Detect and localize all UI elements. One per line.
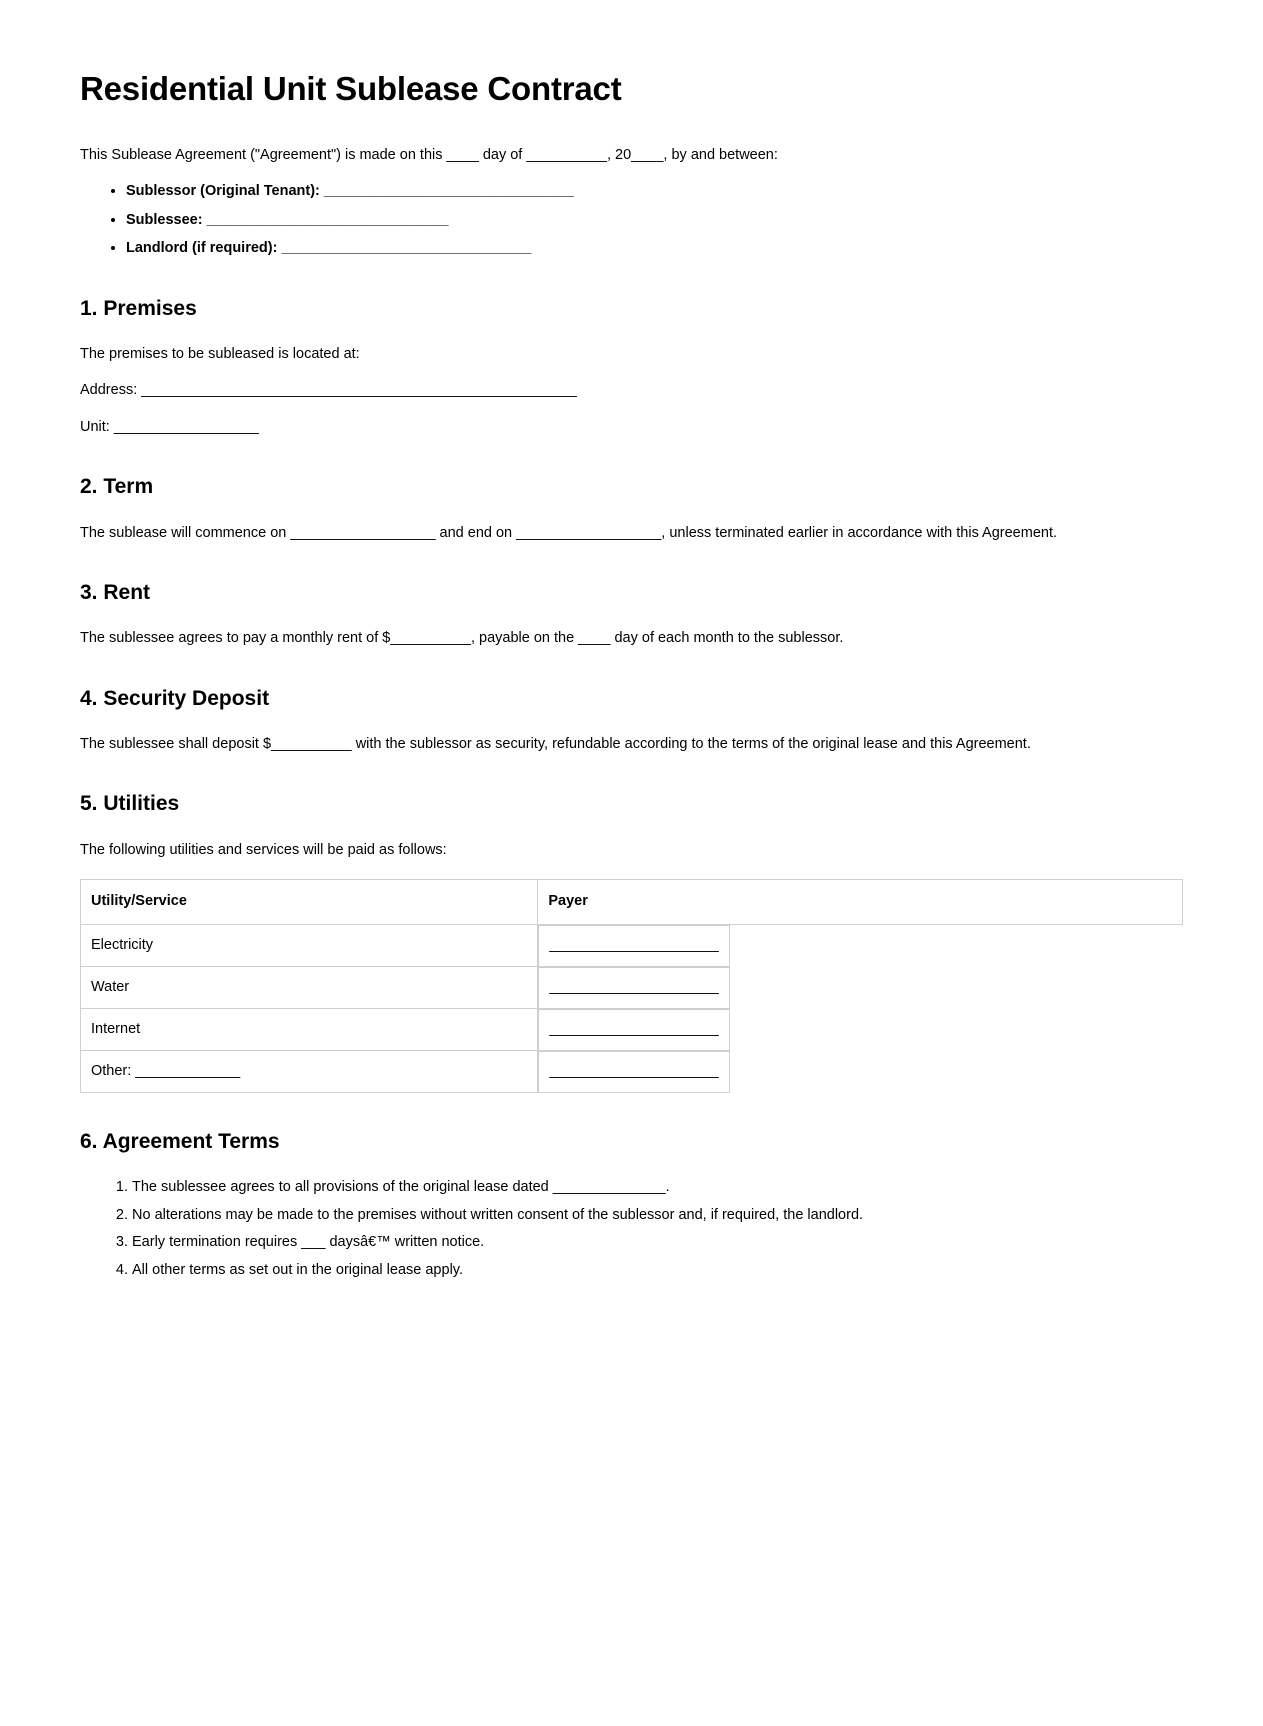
section-heading-agreement-terms: 6. Agreement Terms bbox=[80, 1130, 280, 1154]
premises-intro: The premises to be subleased is located at: bbox=[80, 346, 360, 362]
section-heading-term: 2. Term bbox=[80, 475, 154, 499]
table-row bbox=[81, 1009, 1183, 1051]
cell-payer-water: _____________________ bbox=[538, 967, 729, 1009]
section-heading-rent: 3. Rent bbox=[80, 581, 151, 605]
list-item-term-1: 1. The sublessee agrees to all provisions of the original lease dated ______________. bbox=[132, 1176, 1183, 1199]
list-item-landlord: • Landlord (if required): _______________________________ bbox=[126, 237, 1183, 259]
column-header-payer: Payer bbox=[538, 880, 1183, 925]
section-heading-premises: 1. Premises bbox=[80, 296, 197, 320]
table-row bbox=[81, 967, 1183, 1009]
list-item-sublessee: • Sublessee: ______________________________ bbox=[126, 209, 1183, 231]
intro-paragraph: This Sublease Agreement ("Agreement") is made on this ____ day of __________, 20____, by and between: bbox=[80, 146, 778, 163]
table-row bbox=[81, 1051, 1183, 1093]
rent-body: The sublessee agrees to pay a monthly rent of $__________, payable on the ____ day of each month to the sublessor. bbox=[80, 630, 844, 647]
list-item-term-2: 2. No alterations may be made to the premises without written consent of the sublessor and, if required, the landlord. bbox=[132, 1204, 1183, 1227]
security-deposit-body: The sublessee shall deposit $__________ with the sublessor as security, refundable according to the terms of the original lease and this Agreement. bbox=[80, 735, 1031, 752]
section-heading-security-deposit: 4. Security Deposit bbox=[80, 686, 270, 710]
page-title: Residential Unit Sublease Contract bbox=[80, 70, 622, 107]
utilities-intro: The following utilities and services will be paid as follows: bbox=[80, 841, 447, 858]
column-header-utility: Utility/Service bbox=[81, 880, 538, 925]
cell-payer-internet: _____________________ bbox=[538, 1009, 729, 1051]
cell-payer-other: _____________________ bbox=[538, 1051, 729, 1093]
list-item-term-3: 3. Early termination requires ___ daysâ€™ written notice. bbox=[132, 1231, 1183, 1254]
cell-utility-electricity: Electricity bbox=[81, 924, 538, 967]
cell-utility-other: Other: _____________ bbox=[81, 1051, 538, 1093]
utilities-table bbox=[80, 879, 1183, 1093]
page-bottom-spacer bbox=[80, 1286, 1183, 1666]
term-body: The sublease will commence on __________________ and end on __________________, unless terminated earlier in accordance with this Agreement. bbox=[80, 524, 1058, 541]
cell-utility-water: Water bbox=[81, 967, 538, 1009]
agreement-terms-list bbox=[80, 1176, 1183, 1282]
list-item-term-4: 4. All other terms as set out in the original lease apply. bbox=[132, 1259, 1183, 1282]
table-row bbox=[81, 924, 1183, 967]
premises-unit-field: Unit: __________________ bbox=[80, 418, 259, 435]
party-list bbox=[80, 180, 1183, 259]
premises-address-field: Address: ______________________________________________________ bbox=[80, 382, 577, 399]
cell-payer-electricity: _____________________ bbox=[538, 925, 729, 967]
list-item-sublessor: • Sublessor (Original Tenant): _______________________________ bbox=[126, 180, 1183, 202]
section-heading-utilities: 5. Utilities bbox=[80, 792, 180, 816]
cell-utility-internet: Internet bbox=[81, 1009, 538, 1051]
table-header-row bbox=[81, 880, 1183, 925]
